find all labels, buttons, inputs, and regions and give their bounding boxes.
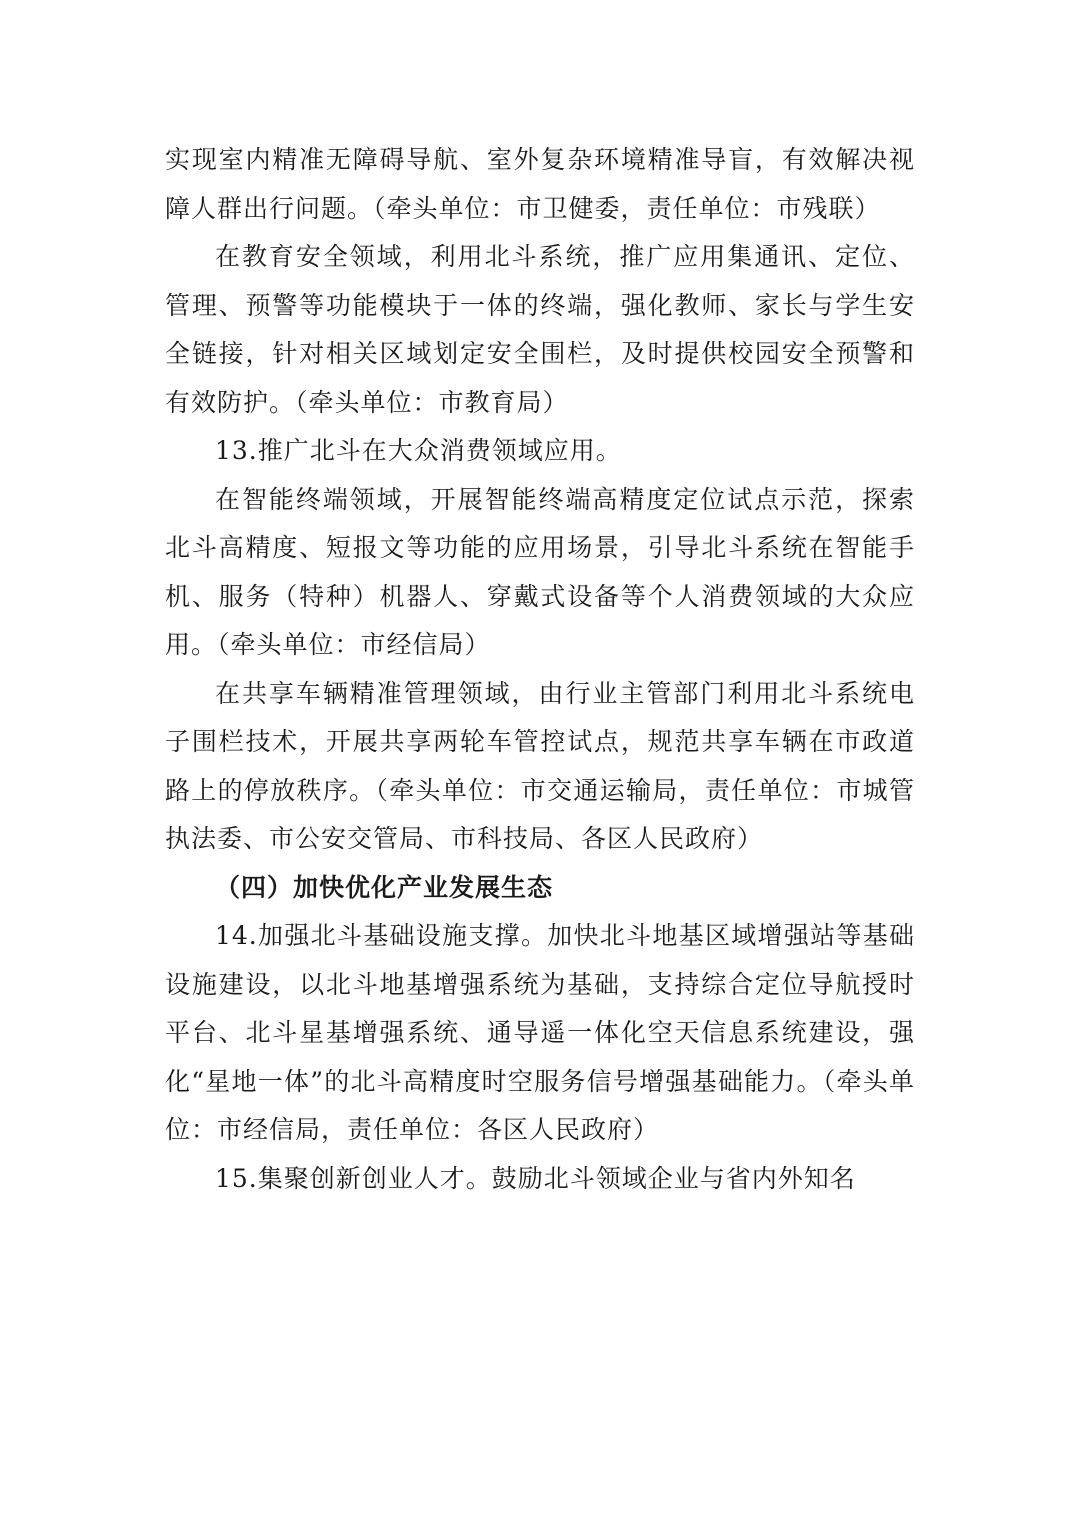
item-15-paragraph: 15.集聚创新创业人才。鼓励北斗领域企业与省内外知名 bbox=[215, 1163, 856, 1193]
item-13-title: 13.推广北斗在大众消费领域应用。 bbox=[215, 436, 622, 465]
paragraph-education-safety: 在教育安全领域，利用北斗系统，推广应用集通讯、定位、管理、预警等功能模块于一体的终端，强化教师、家长与学生安全链接，针对相关区域划定安全围栏，及时提供校园安全预警和有效防护。（牵头单位：市教育局） bbox=[165, 242, 915, 417]
item-14-paragraph: 14.加强北斗基础设施支撑。加快北斗地基区域增强站等基础设施建设，以北斗地基增强系统为基础，支持综合定位导航授时平台、北斗星基增强系统、通导遥一体化空天信息系统建设，强化“星地一体”的北斗高精度时空服务信号增强基础能力。（牵头单位：市经信局，责任单位：各区人民政府） bbox=[165, 921, 915, 1144]
paragraph-continuation: 实现室内精准无障碍导航、室外复杂环境精准导盲，有效解决视障人群出行问题。（牵头单位：市卫健委，责任单位：市残联） bbox=[165, 145, 915, 223]
document-body bbox=[165, 136, 915, 1203]
paragraph-smart-terminal: 在智能终端领域，开展智能终端高精度定位试点示范，探索北斗高精度、短报文等功能的应用场景，引导北斗系统在智能手机、服务（特种）机器人、穿戴式设备等个人消费领域的大众应用。（牵头单位：市经信局） bbox=[165, 484, 915, 659]
section-heading-4: （四）加快优化产业发展生态 bbox=[215, 872, 554, 902]
paragraph-shared-vehicles: 在共享车辆精准管理领域，由行业主管部门利用北斗系统电子围栏技术，开展共享两轮车管控试点，规范共享车辆在市政道路上的停放秩序。（牵头单位：市交通运输局，责任单位：市城管执法委、市公安交管局、市科技局、各区人民政府） bbox=[165, 678, 915, 853]
